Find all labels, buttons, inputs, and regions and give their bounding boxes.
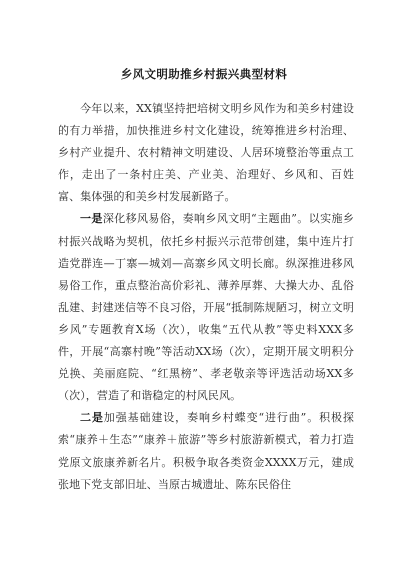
paragraph-intro [58,98,354,208]
paragraph-text: 加强基础建设，奏响乡村蝶变“进行曲”。积极探索“康养＋生态”“康养＋旅游”等乡村旅游新模式，着力打造党原文旅康养新名片。积极争取各类资金XXXX万元，建成张地下党支部旧址、当原古城遗址、陈东民俗住 [58,411,354,491]
document-body [58,98,354,496]
paragraph-point-two [58,407,354,495]
paragraph-point-one [58,208,354,407]
paragraph-text: 深化移风易俗，奏响乡风文明“主题曲”。以实施乡村振兴战略为契机，依托乡村振兴示范带创建，集中连片打造党群连—丁寨—城刘—高寨乡风文明长廊。纵深推进移风易俗工作，重点整治高价彩礼、薄养厚葬、大操大办、乱俗乱建、封建迷信等不良习俗，开展“抵制陈规陋习，树立文明乡风”专题教育X场（次），收集“五代从教”等史料XXX多件，开展“高寨村晚”等活动XX场（次），定期开展文明积分兑换、美丽庭院、“红黑榜”、孝老敬亲等评选活动场XX多（次），营造了和谐稳定的村风民风。 [58,212,355,403]
paragraph-lead: 二是 [80,411,104,425]
paragraph-text: 今年以来，XX镇坚持把培树文明乡风作为和美乡村建设的有力举措，加快推进乡村文化建设，统筹推进乡村治理、乡村产业提升、农村精神文明建设、人居环境整治等重点工作，走出了一条村庄美、产业美、治理好、乡风和、百姓富、集体强的和美乡村发展新路子。 [58,102,354,204]
paragraph-lead: 一是 [80,212,103,226]
document-title: 乡风文明助推乡村振兴典型材料 [120,67,288,81]
